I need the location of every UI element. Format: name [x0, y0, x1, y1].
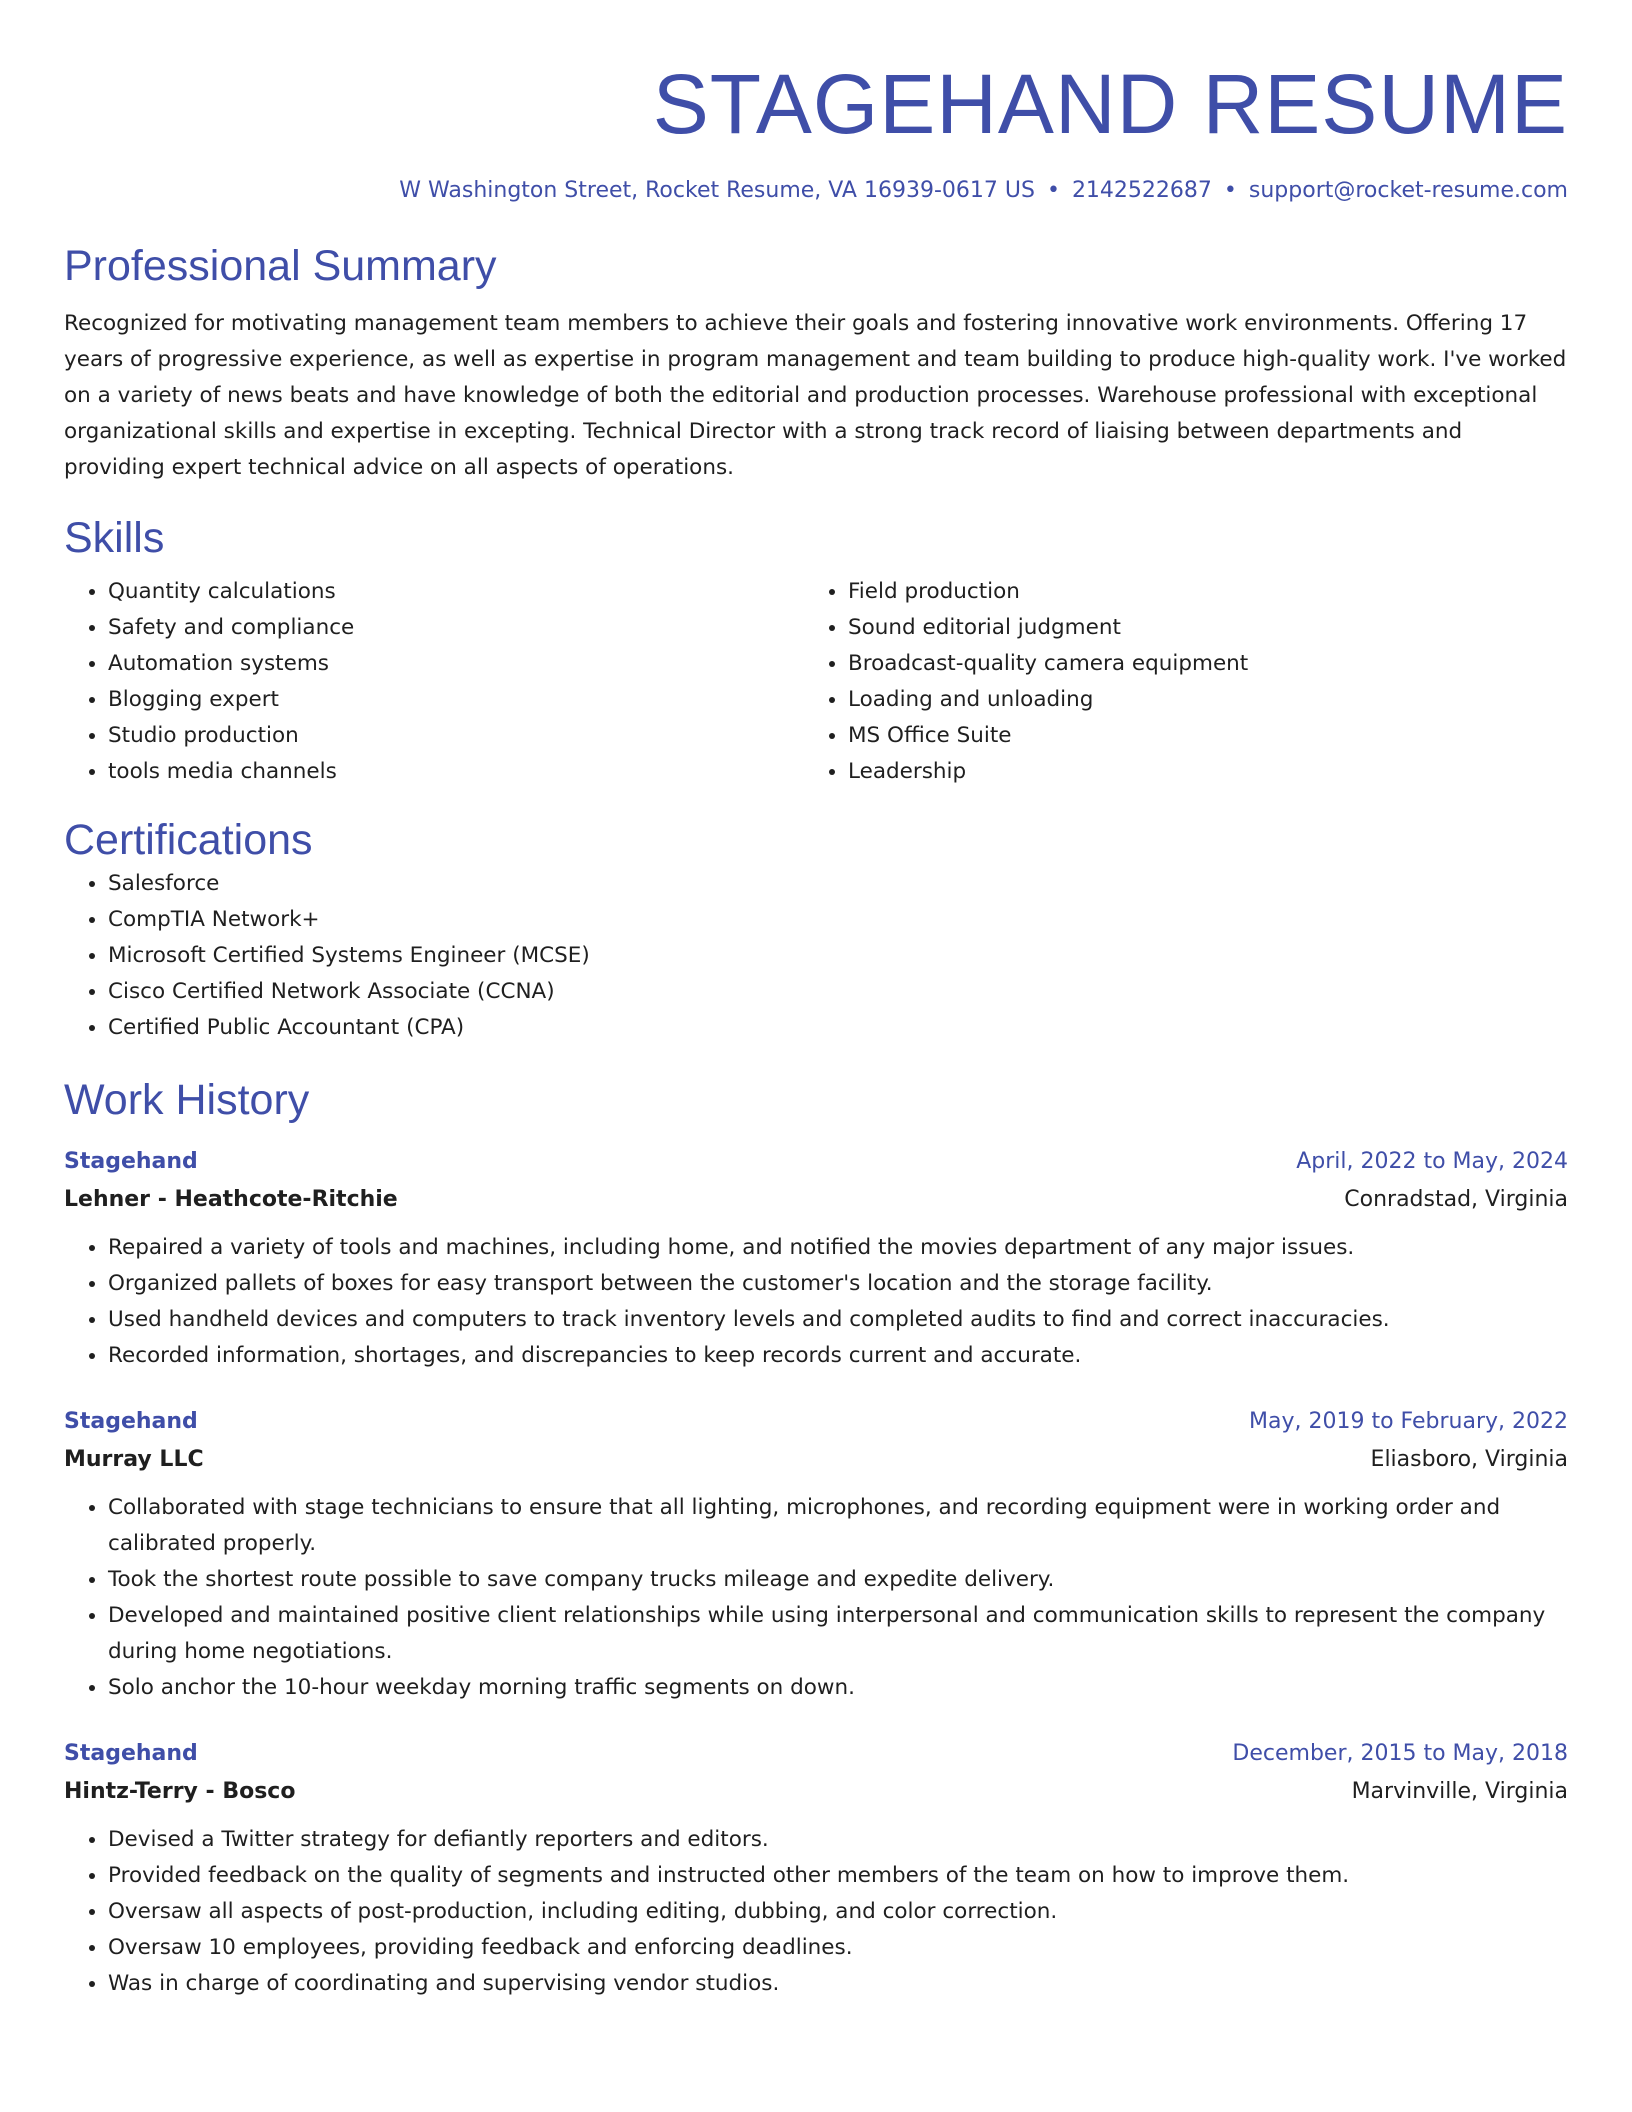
skill-item: • Sound editorial judgment [848, 610, 1544, 646]
job-bullet: • Was in charge of coordinating and supervising vendor studios. [108, 1966, 1568, 2002]
summary-heading: Professional Summary [64, 242, 497, 290]
job-dates: December, 2015 to May, 2018 [1232, 1741, 1568, 1766]
job-bullet: • Devised a Twitter strategy for defiantly reporters and editors. [108, 1822, 1568, 1858]
job-company: Hintz-Terry - Bosco [64, 1779, 296, 1804]
job-company-row [64, 1440, 1568, 1480]
resume-title: STAGEHAND RESUME [652, 57, 1568, 151]
job-dates: April, 2022 to May, 2024 [1296, 1149, 1568, 1174]
skills-list-right [804, 574, 1544, 790]
contact-address: W Washington Street, Rocket Resume, VA 16939-0617 US [399, 178, 1035, 203]
skill-item: • tools media channels [108, 754, 804, 790]
job-header-row [64, 1404, 1568, 1440]
skills-columns [64, 574, 1568, 790]
certification-item: • Certified Public Accountant (CPA) [108, 1010, 1568, 1046]
job-bullet: • Took the shortest route possible to save company trucks mileage and expedite delivery. [108, 1562, 1568, 1598]
job-entry [64, 1404, 1568, 1706]
skill-item: • Safety and compliance [108, 610, 804, 646]
job-bullet: • Oversaw all aspects of post-production, including editing, dubbing, and color correction. [108, 1894, 1568, 1930]
job-bullet: • Oversaw 10 employees, providing feedback and enforcing deadlines. [108, 1930, 1568, 1966]
skill-item: • Field production [848, 574, 1544, 610]
job-company: Lehner - Heathcote-Ritchie [64, 1187, 398, 1212]
contact-line [64, 176, 1568, 206]
skill-item: • Broadcast-quality camera equipment [848, 646, 1544, 682]
job-role: Stagehand [64, 1409, 198, 1434]
job-company-row [64, 1772, 1568, 1812]
job-entry [64, 1144, 1568, 1374]
job-bullet: • Provided feedback on the quality of segments and instructed other members of the team on how to improve them. [108, 1858, 1568, 1894]
certification-item: • Microsoft Certified Systems Engineer (MCSE) [108, 938, 1568, 974]
job-bullet: • Repaired a variety of tools and machines, including home, and notified the movies department of any major issues. [108, 1230, 1568, 1266]
certification-item: • Cisco Certified Network Associate (CCNA) [108, 974, 1568, 1010]
summary-text: Recognized for motivating management team members to achieve their goals and fostering innovative work environments. Offering 17 years of progressive experience, as well as expertise in program management and team building to produce high-quality work. I've worked on a variety of news beats and have knowledge of both the editorial and production processes. Warehouse professional with exceptional organizational skills and expertise in excepting. Technical Director with a strong track record of liaising between departments and providing expert technical advice on all aspects of operations. [64, 311, 1567, 480]
job-role: Stagehand [64, 1149, 198, 1174]
certification-item: • Salesforce [108, 866, 1568, 902]
skill-item: • Blogging expert [108, 682, 804, 718]
job-bullet: • Used handheld devices and computers to track inventory levels and completed audits to find and correct inaccuracies. [108, 1302, 1568, 1338]
certifications-heading: Certifications [64, 816, 313, 864]
skill-item: • Automation systems [108, 646, 804, 682]
job-header-row [64, 1736, 1568, 1772]
job-location: Conradstad, Virginia [1344, 1187, 1568, 1212]
job-header-row [64, 1144, 1568, 1180]
contact-separator: • [1046, 178, 1060, 203]
skill-item: • Studio production [108, 718, 804, 754]
contact-separator: • [1223, 178, 1237, 203]
job-company: Murray LLC [64, 1447, 204, 1472]
job-role: Stagehand [64, 1741, 198, 1766]
job-entry [64, 1736, 1568, 2002]
job-bullets [64, 1490, 1568, 1706]
skills-column-right [804, 574, 1544, 790]
skill-item: • Loading and unloading [848, 682, 1544, 718]
contact-phone: 2142522687 [1071, 178, 1212, 203]
job-bullet: • Collaborated with stage technicians to ensure that all lighting, microphones, and recording equipment were in working order and calibrated properly. [108, 1490, 1568, 1562]
job-dates: May, 2019 to February, 2022 [1249, 1409, 1568, 1434]
job-bullets [64, 1230, 1568, 1374]
job-company-row [64, 1180, 1568, 1220]
job-bullet: • Developed and maintained positive client relationships while using interpersonal and communication skills to represent the company during home negotiations. [108, 1598, 1568, 1670]
skills-list-left [64, 574, 804, 790]
skill-item: • Quantity calculations [108, 574, 804, 610]
work-history-heading: Work History [64, 1076, 310, 1124]
job-location: Eliasboro, Virginia [1370, 1447, 1568, 1472]
job-bullet: • Solo anchor the 10-hour weekday morning traffic segments on down. [108, 1670, 1568, 1706]
job-bullet: • Recorded information, shortages, and discrepancies to keep records current and accurate. [108, 1338, 1568, 1374]
skill-item: • Leadership [848, 754, 1544, 790]
job-bullet: • Organized pallets of boxes for easy transport between the customer's location and the storage facility. [108, 1266, 1568, 1302]
job-bullets [64, 1822, 1568, 2002]
contact-email: support@rocket-resume.com [1248, 178, 1568, 203]
job-location: Marvinville, Virginia [1351, 1779, 1568, 1804]
skills-column-left [64, 574, 804, 790]
skills-heading: Skills [64, 514, 165, 562]
skill-item: • MS Office Suite [848, 718, 1544, 754]
certifications-list [64, 866, 1568, 1046]
certification-item: • CompTIA Network+ [108, 902, 1568, 938]
